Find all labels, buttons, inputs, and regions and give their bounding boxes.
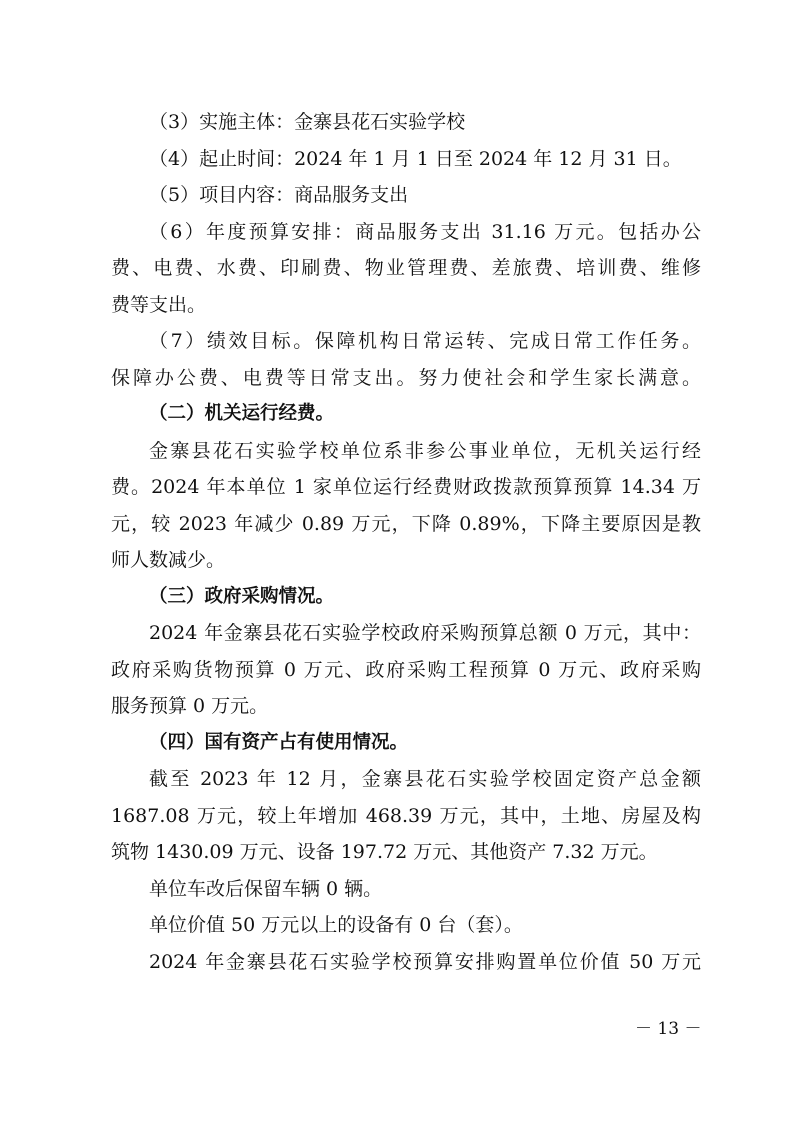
procurement-line-1: 2024 年金寨县花石实验学校政府采购预算总额 0 万元，其中：	[149, 622, 701, 644]
item-annual-budget-line-1: （6）年度预算安排：商品服务支出 31.16 万元。包括办公	[149, 220, 701, 243]
item-annual-budget-line-3: 费等支出。	[111, 293, 207, 316]
section-heading-state-assets: （四）国有资产占有使用情况。	[149, 731, 409, 753]
state-assets-line-2: 1687.08 万元，较上年增加 468.39 万元，其中，土地、房屋及构	[111, 804, 701, 827]
item-annual-budget-line-2: 费、电费、水费、印刷费、物业管理费、差旅费、培训费、维修	[111, 257, 701, 279]
item-implementing-body: （3）实施主体：金寨县花石实验学校	[149, 111, 466, 133]
procurement-line-2: 政府采购货物预算 0 万元、政府采购工程预算 0 万元、政府采购	[111, 658, 701, 681]
state-assets-line-1: 截至 2023 年 12 月，金寨县花石实验学校固定资产总金额	[149, 768, 701, 790]
page-number: － 13 －	[635, 1019, 702, 1039]
state-assets-line-3: 筑物 1430.09 万元、设备 197.72 万元、其他资产 7.32 万元。	[111, 841, 658, 863]
section-heading-operating-expenses: （二）机关运行经费。	[149, 403, 335, 424]
vehicles-retained: 单位车改后保留车辆 0 辆。	[149, 877, 383, 900]
operating-expenses-line-1: 金寨县花石实验学校单位系非参公事业单位，无机关运行经	[149, 439, 701, 462]
operating-expenses-line-2: 费。2024 年本单位 1 家单位运行经费财政拨款预算预算 14.34 万	[111, 476, 701, 498]
item-performance-goal-line-1: （7）绩效目标。保障机构日常运转、完成日常工作任务。	[149, 330, 701, 352]
item-performance-goal-line-2: 保障办公费、电费等日常支出。努力使社会和学生家长满意。	[111, 366, 701, 389]
operating-expenses-line-3: 元，较 2023 年减少 0.89 万元，下降 0.89%，下降主要原因是教	[111, 512, 701, 535]
equipment-over-50k: 单位价值 50 万元以上的设备有 0 台（套）。	[149, 914, 523, 936]
document-body	[111, 104, 701, 980]
item-project-content: （5）项目内容：商品服务支出	[149, 184, 409, 206]
section-heading-procurement: （三）政府采购情况。	[149, 585, 335, 607]
equipment-purchase-plan-line-1: 2024 年金寨县花石实验学校预算安排购置单位价值 50 万元	[149, 950, 701, 973]
operating-expenses-line-4: 师人数减少。	[111, 549, 226, 571]
procurement-line-3: 服务预算 0 万元。	[111, 695, 269, 717]
item-time-period: （4）起止时间：2024 年 1 月 1 日至 2024 年 12 月 31 日。	[149, 147, 682, 170]
